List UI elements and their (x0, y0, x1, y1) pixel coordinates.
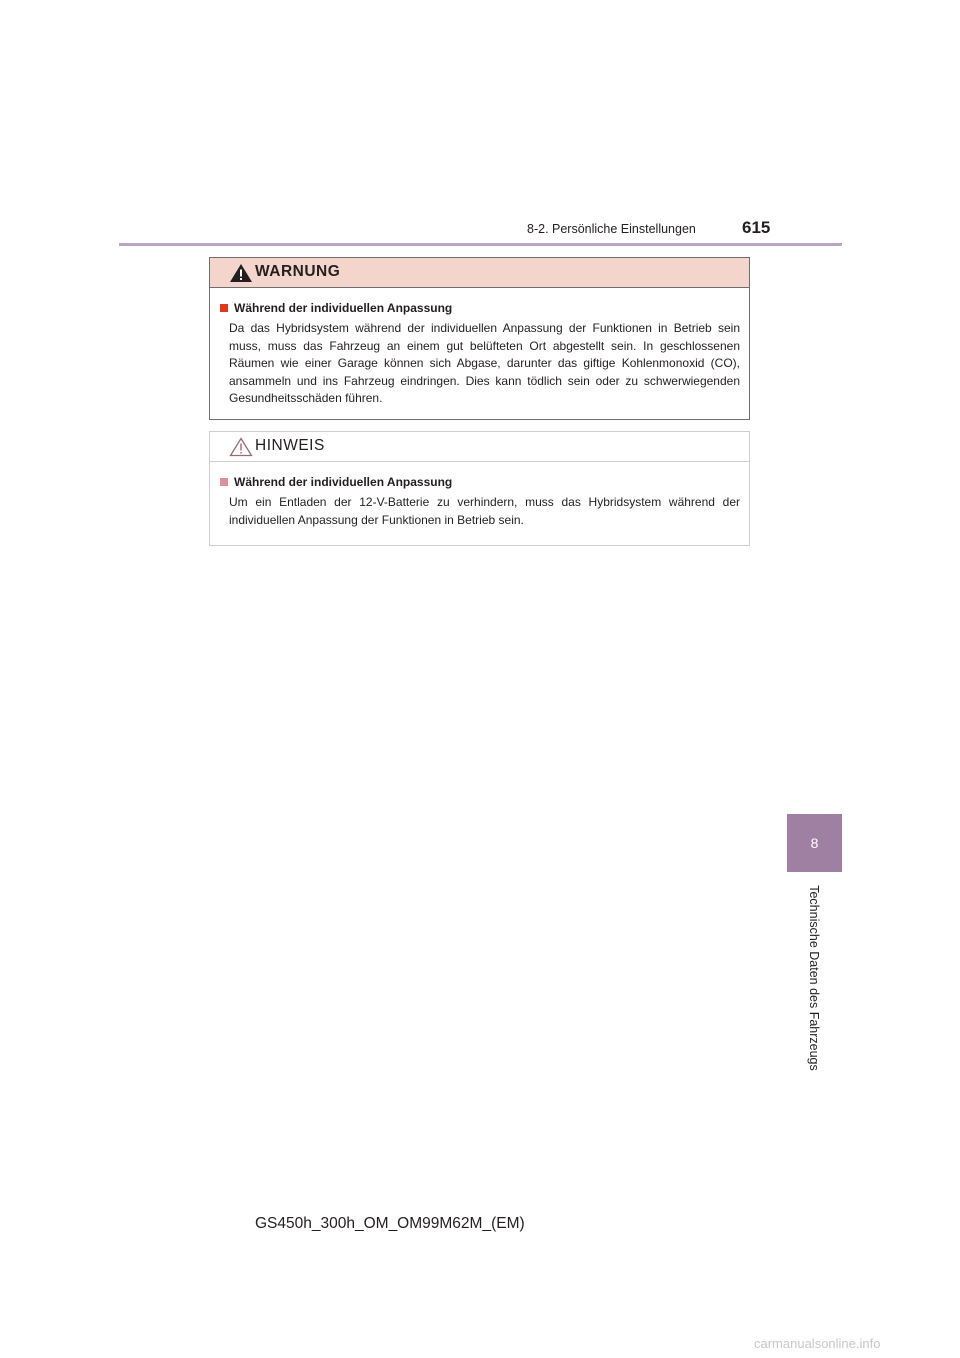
warning-title: WARNUNG (255, 263, 341, 280)
warning-subheading-text: Während der individuellen Anpassung (234, 301, 453, 315)
chapter-number: 8 (810, 835, 819, 851)
warning-body: Da das Hybridsystem während der individuellen Anpassung der Funktionen in Betrieb sein muss, muss das Fahrzeug an einem gut belüfteten Ort abgestellt sein. In geschlossenen Räumen wie einer Garage können sich Abgase, darunter das giftige Kohlenmonoxid (CO), ansammeln und ins Fahrzeug eindringen. Dies kann tödlich sein oder zu schwerwiegenden Gesundheitsschäden führen. (229, 321, 740, 405)
warning-box-header (210, 258, 749, 288)
document-code: GS450h_300h_OM_OM99M62M_(EM) (255, 1215, 525, 1232)
page-number: 615 (742, 218, 771, 237)
section-title: 8-2. Persönliche Einstellungen (527, 222, 696, 236)
notice-subheading (220, 475, 452, 489)
warning-subheading (220, 301, 452, 315)
chapter-tab (787, 814, 842, 872)
warning-box (209, 257, 750, 420)
notice-box-header (210, 432, 749, 462)
notice-subheading-text: Während der individuellen Anpassung (234, 475, 453, 489)
warning-triangle-icon (229, 263, 253, 283)
header-divider (119, 243, 842, 246)
caution-triangle-icon (229, 437, 253, 457)
square-bullet-icon (220, 304, 228, 312)
notice-box (209, 431, 750, 546)
notice-title: HINWEIS (255, 437, 325, 454)
chapter-title-vertical: Technische Daten des Fahrzeugs (807, 885, 821, 1071)
watermark: carmanualsonline.info (754, 1336, 881, 1351)
notice-body: Um ein Entladen der 12-V-Batterie zu verhindern, muss das Hybridsystem während der individuellen Anpassung der Funktionen in Betrieb sein. (229, 495, 740, 527)
square-bullet-icon (220, 478, 228, 486)
